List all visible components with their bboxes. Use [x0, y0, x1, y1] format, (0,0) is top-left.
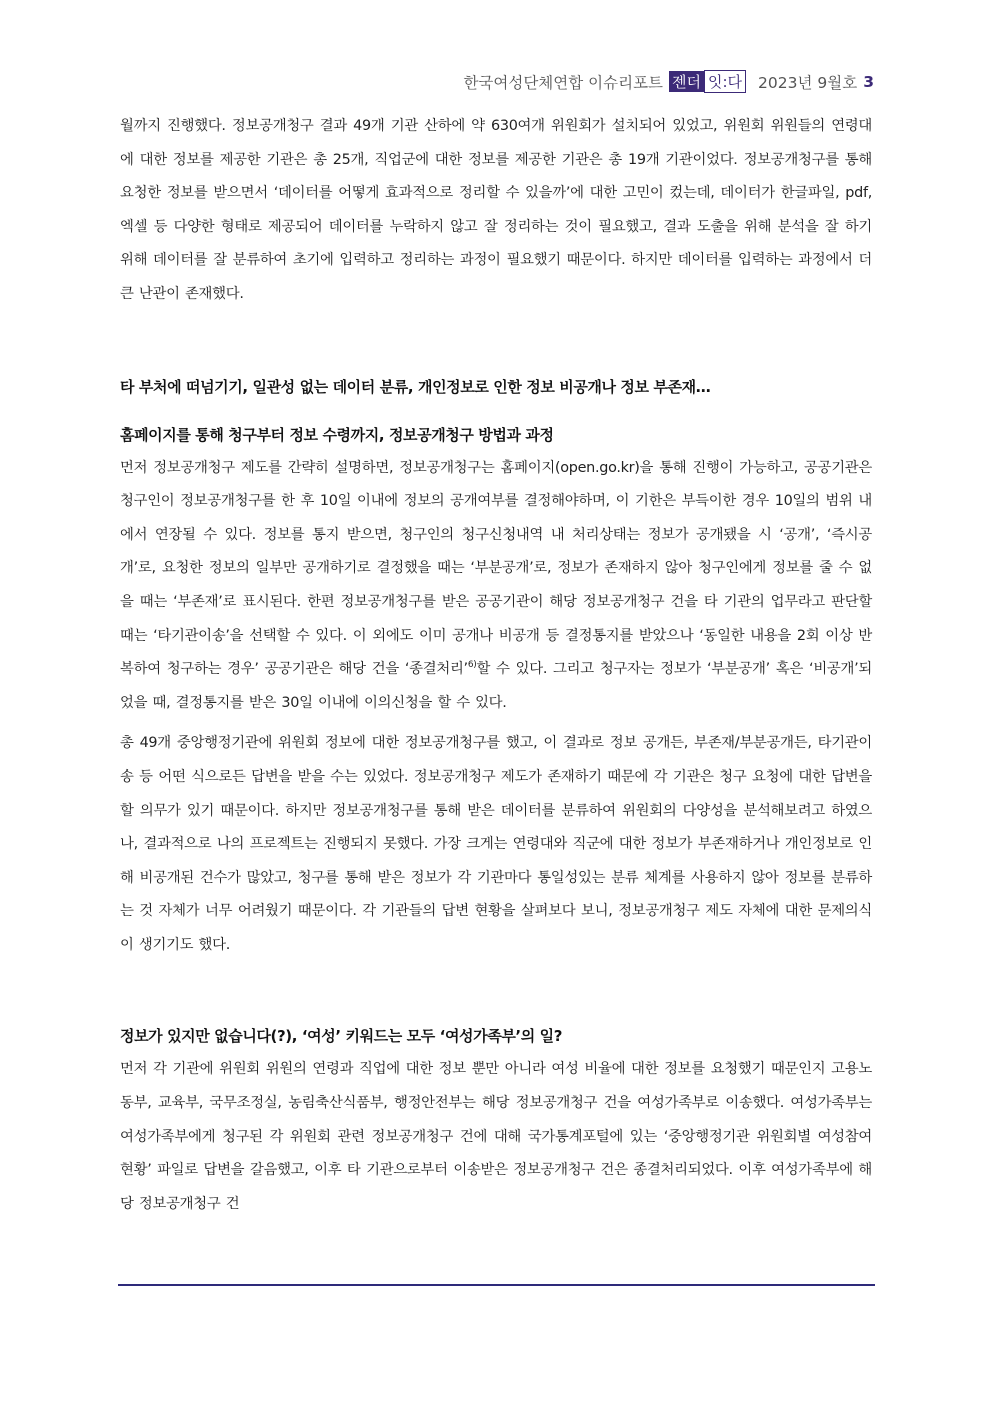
header-issue-date: 2023년 9월호 [758, 73, 858, 92]
process-text-part-1: 먼저 정보공개청구 제도를 간략히 설명하면, 정보공개청구는 홈페이지(open.go.kr)을 통해 진행이 가능하고, 공공기관은 청구인이 정보공개청구를 한 후 10일 이내에 정보의 공개여부를 결정해야하며, 이 기한은 부득이한 경우 10일의 범위 내에서 연장될 수 있다. 정보를 통지 받으면, 청구인의 청구신청내역 내 처리상태는 정보가 공개됐을 시 ‘공개’, ‘즉시공개’로, 요청한 정보의 일부만 공개하기로 결정했을 때는 ‘부분공개’로, 정보가 존재하지 않아 청구인에게 정보를 줄 수 없을 때는 ‘부존재’로 표시된다. 한편 정보공개청구를 받은 공공기관이 해당 정보공개청구 건을 타 기관의 업무라고 판단할 때는 ‘타기관이송’을 선택할 수 있다. 이 외에도 이미 공개나 비공개 등 결정통지를 받았으나 ‘동일한 내용을 2회 이상 반복하여 청구하는 경우’ 공공기관은 해당 건을 ‘종결처리’ [120, 459, 872, 678]
footer-divider [118, 1284, 875, 1286]
footnote-marker: 6) [467, 660, 477, 671]
header-brand-logo [669, 70, 746, 93]
process-paragraph [120, 452, 872, 721]
results-paragraph: 총 49개 중앙행정기관에 위원회 정보에 대한 정보공개청구를 했고, 이 결과로 정보 공개든, 부존재/부분공개든, 타기관이송 등 어떤 식으로든 답변을 받을 수는 있었다. 정보공개청구 제도가 존재하기 때문에 각 기관은 청구 요청에 대한 답변을 할 의무가 있기 때문이다. 하지만 정보공개청구를 통해 받은 데이터를 분류하여 위원회의 다양성을 분석해보려고 하였으나, 결과적으로 나의 프로젝트는 진행되지 못했다. 가장 크게는 연령대와 직군에 대한 정보가 부존재하거나 개인정보로 인해 비공개된 건수가 많았고, 청구를 통해 받은 정보가 각 기관마다 통일성있는 분류 체계를 사용하지 않아 정보를 분류하는 것 자체가 너무 어려웠기 때문이다. 각 기관들의 답변 현황을 살펴보다 보니, 정보공개청구 제도 자체에 대한 문제의식이 생기기도 했다. [120, 735, 872, 953]
header-org-name: 한국여성단체연합 이슈리포트 [463, 73, 664, 92]
page-number: 3 [863, 72, 874, 91]
ministry-paragraph: 먼저 각 기관에 위원회 위원의 연령과 직업에 대한 정보 뿐만 아니라 여성 비율에 대한 정보를 요청했기 때문인지 고용노동부, 교육부, 국무조정실, 농림축산식품부, 행정안전부는 해당 정보공개청구 건을 여성가족부로 이송했다. 여성가족부는 여성가족부에게 청구된 각 위원회 관련 정보공개청구 건에 대해 국가통계포털에 있는 ‘중앙행정기관 위원회별 여성참여 현황’ 파일로 답변을 갈음했고, 이후 타 기관으로부터 이송받은 정보공개청구 건은 종결처리되었다. 이후 여성가족부에 해당 정보공개청구 건 [120, 1061, 872, 1212]
main-section-heading: 타 부처에 떠넘기기, 일관성 없는 데이터 분류, 개인정보로 인한 정보 비공개나 정보 부존재… [120, 377, 711, 396]
ministry-subheading: 정보가 있지만 없습니다(?), ‘여성’ 키워드는 모두 ‘여성가족부’의 일? [120, 1027, 563, 1046]
brand-part-2: 잇:다 [704, 70, 746, 93]
intro-paragraph: 월까지 진행했다. 정보공개청구 결과 49개 기관 산하에 약 630여개 위원회가 설치되어 있었고, 위원회 위원들의 연령대에 대한 정보를 제공한 기관은 총 25개, 직업군에 대한 정보를 제공한 기관은 총 19개 기관이었다. 정보공개청구를 통해 요청한 정보를 받으면서 ‘데이터를 어떻게 효과적으로 정리할 수 있을까’에 대한 고민이 컸는데, 데이터가 한글파일, pdf, 엑셀 등 다양한 형태로 제공되어 데이터를 누락하지 않고 잘 정리하는 것이 필요했고, 결과 도출을 위해 분석을 잘 하기 위해 데이터를 잘 분류하여 초기에 입력하고 정리하는 과정이 필요했기 때문이다. 하지만 데이터를 입력하는 과정에서 더 큰 난관이 존재했다. [120, 118, 872, 302]
page-header [463, 70, 874, 93]
brand-part-1: 젠더 [669, 71, 704, 92]
process-subheading: 홈페이지를 통해 청구부터 정보 수령까지, 정보공개청구 방법과 과정 [120, 425, 554, 444]
process-text-part-2: 할 수 있다. 그리고 청구자는 정보가 ‘부분공개’ 혹은 ‘비공개’되었을 때, 결정통지를 받은 30일 이내에 이의신청을 할 수 있다. [120, 661, 872, 711]
document-body [120, 110, 872, 1221]
